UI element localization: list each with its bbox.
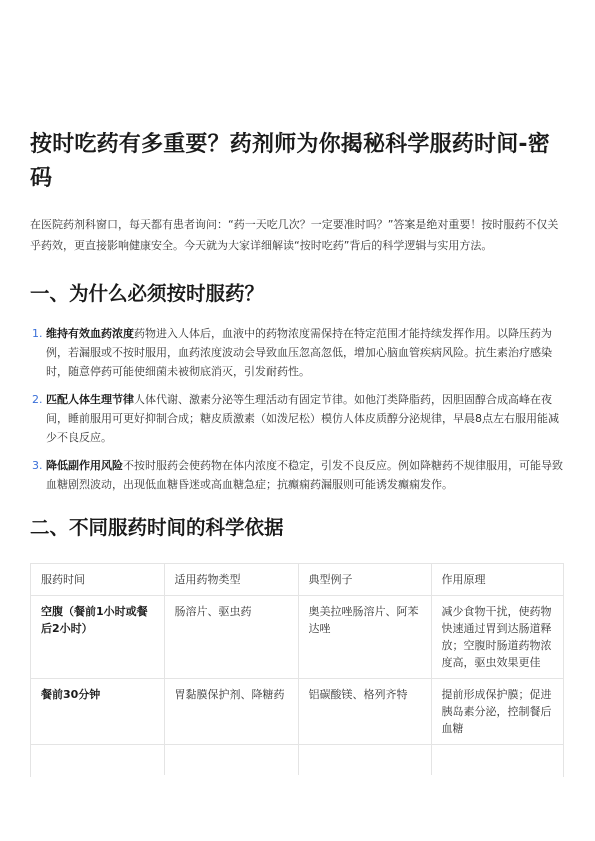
table-cell: 奥美拉唑肠溶片、阿苯达唑: [298, 596, 431, 679]
column-header: 典型例子: [298, 564, 431, 596]
list-item-text: 人体代谢、激素分泌等生理活动有固定节律。如他汀类降脂药，因胆固醇合成高峰在夜间，睡前服用可更好抑制合成；糖皮质激素（如泼尼松）模仿人体皮质醇分泌规律，早晨8点左右服用能减少不良反应。: [46, 393, 559, 444]
list-item-lead: 降低副作用风险: [46, 459, 123, 472]
table-cell: 空腹（餐前1小时或餐后2小时）: [31, 596, 164, 679]
table-cell: 铝碳酸镁、格列齐特: [298, 679, 431, 745]
table-cell: [298, 745, 431, 775]
table-cell: 餐前30分钟: [31, 679, 164, 745]
table-row: [31, 596, 564, 679]
list-number: 2.: [32, 393, 43, 406]
table-cell: [431, 745, 564, 775]
list-item-lead: 匹配人体生理节律: [46, 393, 134, 406]
table-cell: 肠溶片、驱虫药: [164, 596, 298, 679]
list-item: [30, 324, 565, 381]
list-item-text: 不按时服药会使药物在体内浓度不稳定，引发不良反应。例如降糖药不规律服用，可能导致血糖剧烈波动，出现低血糖昏迷或高血糖急症；抗癫痫药漏服则可能诱发癫痫发作。: [46, 459, 563, 491]
table-cell: 提前形成保护膜；促进胰岛素分泌，控制餐后血糖: [431, 679, 564, 745]
table-cell: [31, 745, 164, 775]
list-number: 1.: [32, 327, 43, 340]
article-title: 按时吃药有多重要？药剂师为你揭秘科学服药时间-密码: [30, 132, 550, 191]
list-number: 3.: [32, 459, 43, 472]
column-header: 作用原理: [431, 564, 564, 596]
list-item: [30, 390, 565, 447]
medication-time-table: [30, 563, 564, 777]
reasons-list: [30, 324, 565, 494]
list-item-text: 药物进入人体后，血液中的药物浓度需保持在特定范围才能持续发挥作用。以降压药为例，若漏服或不按时服用，血药浓度波动会导致血压忽高忽低，增加心脑血管疾病风险。抗生素治疗感染时，随意停药可能使细菌未被彻底消灭，引发耐药性。: [46, 327, 552, 378]
table-cell: [164, 745, 298, 775]
article-intro: 在医院药剂科窗口，每天都有患者询问：“药一天吃几次？一定要准时吗？”答案是绝对重要！按时服药不仅关乎药效，更直接影响健康安全。今天就为大家详细解读“按时吃药”背后的科学逻辑与实用方法。: [30, 218, 559, 252]
list-item-lead: 维持有效血药浓度: [46, 327, 134, 340]
table-header-row: [31, 564, 564, 596]
section2-heading: 二、不同服药时间的科学依据: [30, 516, 284, 539]
column-header: 服药时间: [31, 564, 164, 596]
list-item: [30, 456, 565, 494]
column-header: 适用药物类型: [164, 564, 298, 596]
section1-heading: 一、为什么必须按时服药？: [30, 282, 265, 305]
table-row: [31, 679, 564, 745]
table-row: [31, 745, 564, 775]
table-cell: 胃黏膜保护剂、降糖药: [164, 679, 298, 745]
table-cell: 减少食物干扰，使药物快速通过胃到达肠道释放；空腹时肠道药物浓度高，驱虫效果更佳: [431, 596, 564, 679]
